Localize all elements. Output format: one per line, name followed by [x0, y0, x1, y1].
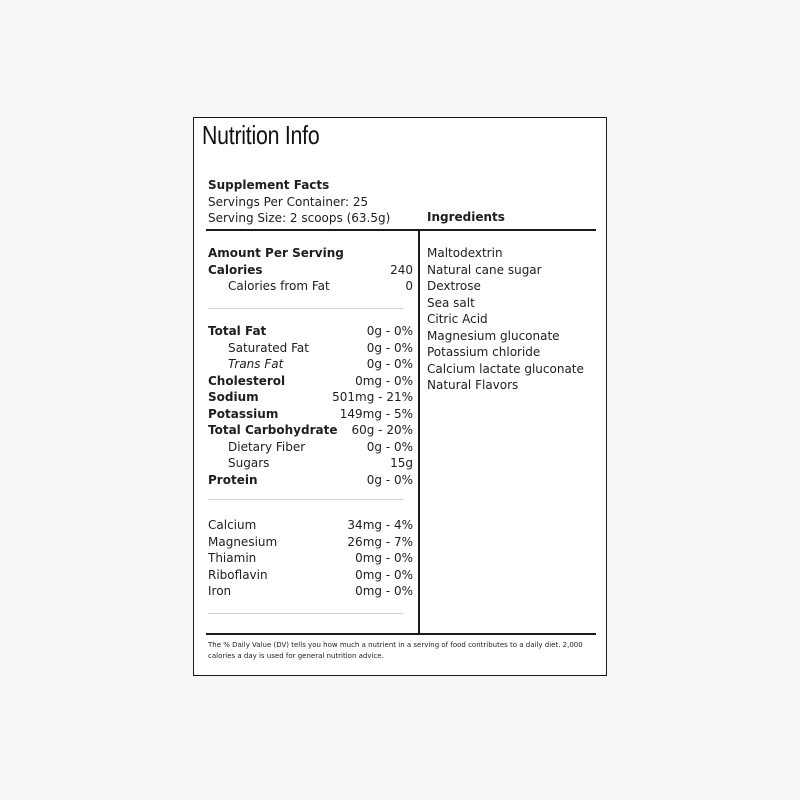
ingredient-item: Citric Acid	[427, 312, 488, 326]
column-divider	[418, 230, 420, 635]
mineral-row	[208, 517, 413, 534]
ingredient-item: Dextrose	[427, 279, 481, 293]
nutrient-value: 0g - 0%	[366, 324, 413, 338]
facts-header	[208, 177, 390, 227]
nutrient-name: Saturated Fat	[228, 340, 309, 355]
section-divider	[208, 499, 403, 500]
nutrient-row	[208, 262, 413, 279]
nutrient-name: Sugars	[228, 456, 270, 470]
nutrient-row	[208, 278, 413, 295]
ingredient-item: Potassium chloride	[427, 345, 541, 359]
nutrient-row	[208, 455, 413, 472]
nutrient-row	[208, 472, 413, 489]
nutrient-row	[208, 422, 413, 439]
nutrient-name: Total Carbohydrate	[208, 423, 338, 437]
nutrient-name: Riboflavin	[208, 567, 268, 582]
nutrient-name: Thiamin	[208, 551, 257, 565]
footer-divider	[206, 633, 596, 635]
section-divider	[208, 308, 403, 309]
nutrient-name: Calories from Fat	[228, 279, 330, 293]
serving-size: Serving Size: 2 scoops (63.5g)	[208, 211, 391, 225]
nutrient-row	[208, 323, 413, 340]
nutrient-name: Potassium	[208, 406, 279, 421]
nutrient-value: 501mg - 21%	[332, 390, 413, 404]
daily-value-footnote: The % Daily Value (DV) tells you how much a nutrient in a serving of food contributes to a daily diet. 2,000 calories a day is used for general nutrition advice.	[208, 641, 583, 660]
ingredient-item: Maltodextrin	[427, 246, 503, 260]
ingredient-list	[427, 245, 584, 394]
nutrient-value: 0g - 0%	[366, 472, 413, 487]
nutrient-row	[208, 373, 413, 390]
nutrient-row	[208, 406, 413, 423]
amount-section	[208, 245, 413, 295]
nutrient-value: 0g - 0%	[366, 357, 413, 371]
mineral-row	[208, 534, 413, 551]
nutrient-name: Sodium	[208, 390, 259, 404]
ingredient-item: Sea salt	[427, 295, 475, 310]
amount-heading-row	[208, 245, 413, 262]
nutrient-value: 0g - 0%	[366, 340, 413, 355]
mineral-list	[208, 517, 413, 600]
ingredient-item: Calcium lactate gluconate	[427, 361, 584, 376]
nutrient-value: 60g - 20%	[351, 423, 413, 437]
nutrient-name: Protein	[208, 472, 258, 487]
header-divider	[206, 229, 596, 231]
nutrient-name: Iron	[208, 584, 232, 598]
ingredient-item: Natural Flavors	[427, 378, 519, 392]
servings-per-container: Servings Per Container: 25	[208, 194, 369, 209]
nutrient-row	[208, 439, 413, 456]
section-divider	[208, 613, 403, 614]
nutrient-value: 26mg - 7%	[347, 534, 413, 549]
nutrient-row	[208, 356, 413, 373]
amount-rows	[208, 262, 413, 295]
ingredient-item: Magnesium gluconate	[427, 328, 560, 343]
nutrient-value: 0mg - 0%	[355, 551, 413, 565]
nutrient-name: Dietary Fiber	[228, 439, 306, 454]
nutrient-value: 0g - 0%	[366, 439, 413, 454]
nutrient-name: Calcium	[208, 518, 257, 532]
mineral-row	[208, 567, 413, 584]
facts-title: Supplement Facts	[208, 178, 330, 192]
ingredient-item: Natural cane sugar	[427, 262, 542, 277]
page-title: Nutrition Info	[202, 120, 320, 150]
nutrient-value: 0mg - 0%	[355, 584, 413, 598]
ingredients-title: Ingredients	[427, 210, 505, 224]
nutrient-row	[208, 389, 413, 406]
nutrient-name: Total Fat	[208, 324, 267, 338]
amount-heading: Amount Per Serving	[208, 246, 344, 260]
nutrient-value: 0	[405, 279, 413, 293]
nutrient-name: Magnesium	[208, 534, 278, 549]
mineral-row	[208, 550, 413, 567]
nutrient-name: Cholesterol	[208, 373, 286, 388]
nutrient-name: Trans Fat	[228, 357, 284, 371]
nutrient-row	[208, 340, 413, 357]
nutrient-value: 15g	[390, 456, 413, 470]
nutrient-value: 0mg - 0%	[355, 567, 413, 582]
nutrition-label	[193, 117, 607, 676]
mineral-row	[208, 583, 413, 600]
nutrient-value: 34mg - 4%	[347, 518, 413, 532]
nutrient-value: 240	[390, 262, 413, 277]
nutrient-value: 0mg - 0%	[355, 373, 413, 388]
nutrient-list	[208, 323, 413, 488]
nutrient-value: 149mg - 5%	[339, 406, 413, 421]
nutrient-name: Calories	[208, 262, 263, 277]
